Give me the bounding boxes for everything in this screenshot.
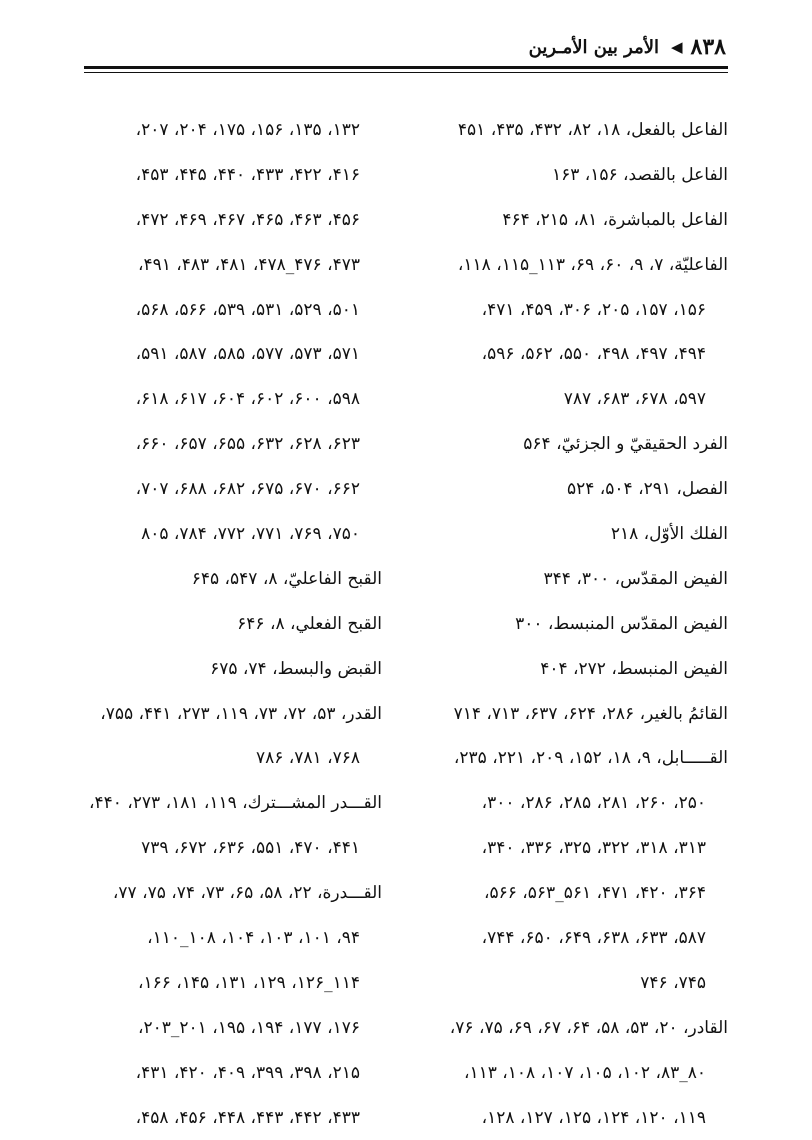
index-entry: الفيض المقدّس، ۳۰۰، ۳۴۴ xyxy=(543,568,728,589)
index-entry: الفيض المنبسط، ۲۷۲، ۴۰۴ xyxy=(540,658,728,679)
running-title: الأمر بين الأمـرين xyxy=(528,36,659,58)
index-entry: القبح الفاعليّ، ۸، ۵۴۷، ۶۴۵ xyxy=(191,568,382,589)
index-continuation-line: ۴۵۶، ۴۶۳، ۴۶۵، ۴۶۷، ۴۶۹، ۴۷۲، xyxy=(135,209,360,230)
index-column-right xyxy=(388,108,728,1140)
index-continuation-line: ۲۵۰، ۲۶۰، ۲۸۱، ۲۸۵، ۲۸۶، ۳۰۰، xyxy=(481,793,706,814)
index-continuation-line: ۳۶۴، ۴۲۰، ۴۷۱، ۵۶۱_۵۶۳، ۵۶۶، xyxy=(484,883,706,904)
index-entry: القـــدرة، ۲۲، ۵۸، ۶۵، ۷۳، ۷۴، ۷۵، ۷۷، xyxy=(112,883,382,904)
index-continuation-line: ۱۱۹، ۱۲۰، ۱۲۴، ۱۲۵، ۱۲۷، ۱۲۸، xyxy=(481,1107,706,1128)
index-continuation-line: ۱۵۶، ۱۵۷، ۲۰۵، ۳۰۶، ۴۵۹، ۴۷۱، xyxy=(481,299,706,320)
index-continuation-line: ۶۲۳، ۶۲۸، ۶۳۲، ۶۵۵، ۶۵۷، ۶۶۰، xyxy=(135,434,360,455)
arrow-icon: ◀ xyxy=(671,38,683,56)
index-continuation-line: ۷۴۵، ۷۴۶ xyxy=(640,972,706,993)
index-continuation-line: ۲۱۵، ۳۹۸، ۳۹۹، ۴۰۹، ۴۲۰، ۴۳۱، xyxy=(135,1062,360,1083)
index-continuation-line: ۴۳۳، ۴۴۲، ۴۴۳، ۴۴۸، ۴۵۶، ۴۵۸، xyxy=(135,1107,360,1128)
index-continuation-line: ۳۱۳، ۳۱۸، ۳۲۲، ۳۲۵، ۳۳۶، ۳۴۰، xyxy=(481,838,706,859)
index-entry: الفاعل بالقصد، ۱۵۶، ۱۶۳ xyxy=(551,164,728,185)
index-entry: الفلك الأوّل، ۲۱۸ xyxy=(610,524,728,545)
index-continuation-line: ۱۳۲، ۱۳۵، ۱۵۶، ۱۷۵، ۲۰۴، ۲۰۷، xyxy=(135,120,360,140)
index-entry: الفاعل بالفعل، ۱۸، ۸۲، ۴۳۲، ۴۳۵، ۴۵۱ xyxy=(457,120,728,140)
index-continuation-line: ۴۱۶، ۴۲۲، ۴۳۳، ۴۴۰، ۴۴۵، ۴۵۳، xyxy=(135,164,360,185)
index-continuation-line: ۵۹۷، ۶۷۸، ۶۸۳، ۷۸۷ xyxy=(563,389,706,410)
index-continuation-line: ۵۹۸، ۶۰۰، ۶۰۲، ۶۰۴، ۶۱۷، ۶۱۸، xyxy=(135,389,360,410)
index-continuation-line: ۱۷۶، ۱۷۷، ۱۹۴، ۱۹۵، ۲۰۱_۲۰۳، xyxy=(138,1017,360,1038)
index-entry: الفيض المقدّس المنبسط، ۳۰۰ xyxy=(515,613,728,634)
index-entry: الفاعليّة، ۷، ۹، ۶۰، ۶۹، ۱۱۳_۱۱۵، ۱۱۸، xyxy=(457,254,728,275)
index-continuation-line: ۴۷۳، ۴۷۶_۴۷۸، ۴۸۱، ۴۸۳، ۴۹۱، xyxy=(138,254,360,275)
index-entry: الفصل، ۲۹۱، ۵۰۴، ۵۲۴ xyxy=(566,479,728,500)
header-rule-thin xyxy=(84,72,728,73)
index-continuation-line: ۵۸۷، ۶۳۳، ۶۳۸، ۶۴۹، ۶۵۰، ۷۴۴، xyxy=(481,928,706,949)
index-entry: الفرد الحقيقيّ و الجزئيّ، ۵۶۴ xyxy=(523,434,728,455)
index-continuation-line: ۷۶۸، ۷۸۱، ۷۸۶ xyxy=(256,748,360,769)
index-continuation-line: ۱۱۴_۱۲۶، ۱۲۹، ۱۳۱، ۱۴۵، ۱۶۶، xyxy=(138,972,360,993)
index-continuation-line: ۶۶۲، ۶۷۰، ۶۷۵، ۶۸۲، ۶۸۸، ۷۰۷، xyxy=(135,479,360,500)
running-header xyxy=(86,30,726,64)
index-continuation-line: ۷۵۰، ۷۶۹، ۷۷۱، ۷۷۲، ۷۸۴، ۸۰۵ xyxy=(141,524,360,545)
index-entry: القـــدر المشـــترك، ۱۱۹، ۱۸۱، ۲۷۳، ۴۴۰، xyxy=(88,793,382,814)
index-continuation-line: ۴۹۴، ۴۹۷، ۴۹۸، ۵۵۰، ۵۶۲، ۵۹۶، xyxy=(481,344,706,365)
index-column-left xyxy=(82,108,382,1140)
index-continuation-line: ۵۷۱، ۵۷۳، ۵۷۷، ۵۸۵، ۵۸۷، ۵۹۱، xyxy=(135,344,360,365)
index-continuation-line: ۸۰_۸۳، ۱۰۲، ۱۰۵، ۱۰۷، ۱۰۸، ۱۱۳، xyxy=(463,1062,706,1083)
index-continuation-line: ۹۴، ۱۰۱، ۱۰۳، ۱۰۴، ۱۰۸_۱۱۰، xyxy=(147,928,360,949)
index-entry: القبض والبسط، ۷۴، ۶۷۵ xyxy=(210,658,382,679)
index-entry: القبح الفعلي، ۸، ۶۴۶ xyxy=(237,613,382,634)
index-entry: الفاعل بالمباشرة، ۸۱، ۲۱۵، ۴۶۴ xyxy=(502,209,728,230)
index-entry: القـــــابل، ۹، ۱۸، ۱۵۲، ۲۰۹، ۲۲۱، ۲۳۵، xyxy=(453,748,728,769)
index-entry: القائمُ بالغير، ۲۸۶، ۶۲۴، ۶۳۷، ۷۱۳، ۷۱۴ xyxy=(453,703,728,724)
header-rule-thick xyxy=(84,66,728,69)
index-continuation-line: ۴۴۱، ۴۷۰، ۵۵۱، ۶۳۶، ۶۷۲، ۷۳۹ xyxy=(141,838,360,859)
index-entry: القدر، ۵۳، ۷۲، ۷۳، ۱۱۹، ۲۷۳، ۴۴۱، ۷۵۵، xyxy=(100,703,382,724)
page-number: ۸۳۸ xyxy=(690,34,726,60)
index-entry: القادر، ۲۰، ۵۳، ۵۸، ۶۴، ۶۷، ۶۹، ۷۵، ۷۶، xyxy=(449,1017,728,1038)
index-continuation-line: ۵۰۱، ۵۲۹، ۵۳۱، ۵۳۹، ۵۶۶، ۵۶۸، xyxy=(135,299,360,320)
